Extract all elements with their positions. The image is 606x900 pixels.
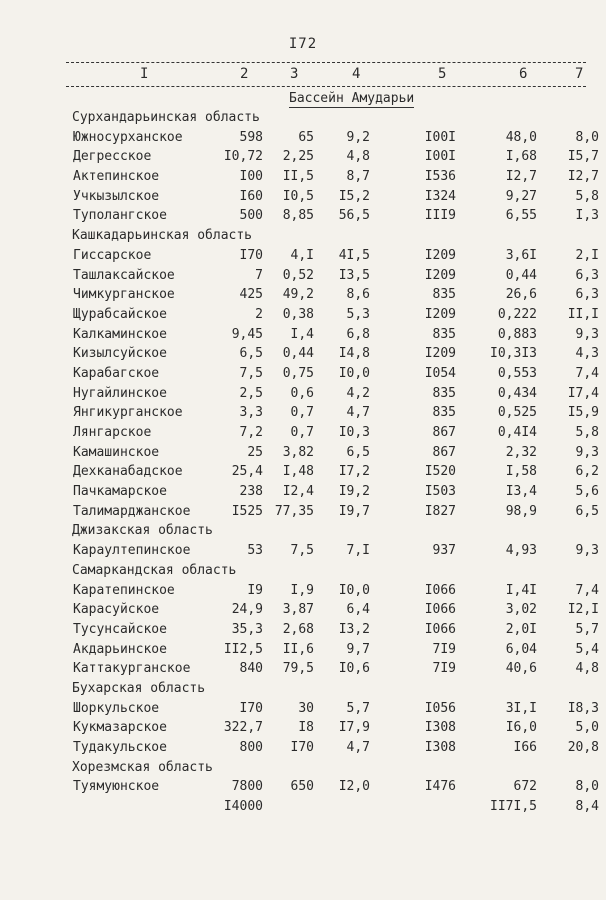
value-col-2: 25	[247, 444, 263, 460]
value-col-2: I70	[239, 700, 263, 716]
value-col-6: 0,222	[497, 306, 537, 322]
value-col-5: I503	[424, 484, 456, 500]
table-row	[0, 502, 606, 522]
reservoir-name: Талимарджанское	[73, 503, 191, 519]
region-header-row	[0, 758, 606, 778]
value-col-4: I2,0	[338, 779, 370, 795]
value-col-7: 7,4	[575, 582, 599, 598]
table-row	[0, 659, 606, 679]
value-col-7: 9,3	[575, 543, 599, 559]
value-col-3: 0,6	[290, 385, 314, 401]
value-col-3: 65	[298, 129, 314, 145]
value-col-5: 7I9	[432, 641, 456, 657]
value-col-5: I066	[424, 602, 456, 618]
value-col-6: 0,44	[505, 267, 537, 283]
value-col-2: I0,72	[223, 149, 263, 165]
value-col-4: 4,2	[346, 385, 370, 401]
reservoir-name: Гиссарское	[73, 247, 152, 263]
reservoir-name: Калкаминское	[73, 326, 167, 342]
value-col-6: 26,6	[505, 287, 537, 303]
value-col-6: 672	[513, 779, 537, 795]
table-row	[0, 285, 606, 305]
value-col-5: I520	[424, 464, 456, 480]
region-header-row	[0, 679, 606, 699]
value-col-7: I,3	[575, 208, 599, 224]
value-col-6: I2,7	[505, 169, 537, 185]
col-header-7: 7	[575, 66, 585, 82]
value-col-5: I056	[424, 700, 456, 716]
value-col-6: 0,4I4	[497, 425, 537, 440]
value-col-5: I308	[424, 740, 456, 755]
region-header-row	[0, 521, 606, 541]
value-col-7: 6,2	[575, 464, 599, 480]
value-col-7: 5,6	[575, 484, 599, 500]
region-label: Самаркандская область	[72, 562, 237, 578]
value-col-2: I4000	[223, 799, 263, 815]
table-row	[0, 443, 606, 463]
value-col-7: 9,3	[575, 326, 599, 342]
value-col-7: 8,4	[575, 799, 599, 815]
value-col-3: I8	[298, 720, 314, 736]
value-col-6: 40,6	[505, 661, 537, 677]
value-col-6: I3,4	[505, 484, 537, 500]
reservoir-name: Янгикурганское	[73, 405, 183, 421]
value-col-4: 7,I	[346, 543, 370, 559]
reservoir-name: Пачкамарское	[73, 484, 167, 500]
value-col-7: I8,3	[567, 700, 599, 716]
table-row	[0, 640, 606, 660]
value-col-3: 2,25	[282, 149, 314, 165]
value-col-2: 2,5	[239, 385, 263, 401]
reservoir-name: Нугайлинское	[73, 385, 167, 401]
value-col-4: 4,8	[346, 149, 370, 165]
reservoir-name: Тудакульское	[73, 740, 167, 755]
value-col-4: 5,3	[346, 306, 370, 322]
value-col-5: 867	[432, 425, 456, 440]
value-col-7: 7,4	[575, 365, 599, 381]
value-col-2: 6,5	[239, 346, 263, 362]
value-col-6: 4,93	[505, 543, 537, 559]
table-row	[0, 246, 606, 266]
value-col-3: 7,5	[290, 543, 314, 559]
table-row	[0, 777, 606, 797]
value-col-7: 4,3	[575, 346, 599, 362]
value-col-3: 30	[298, 700, 314, 716]
value-col-6: I0,3I3	[490, 346, 537, 362]
reservoir-name: Актепинское	[73, 169, 160, 185]
value-col-6: 0,525	[497, 405, 537, 421]
value-col-3: 4,I	[290, 247, 314, 263]
page-number: I72	[288, 36, 318, 52]
region-header-row	[0, 226, 606, 246]
value-col-3: 0,7	[290, 425, 314, 440]
value-col-4: I7,2	[338, 464, 370, 480]
value-col-5: I00I	[424, 149, 456, 165]
value-col-7: 5,4	[575, 641, 599, 657]
value-col-4: 4,7	[346, 405, 370, 421]
reservoir-table	[0, 108, 606, 817]
value-col-6: 6,04	[505, 641, 537, 657]
value-col-3: 0,52	[282, 267, 314, 283]
region-label: Джизакская область	[72, 523, 213, 539]
value-col-2: 598	[239, 129, 263, 145]
reservoir-name: Акдарьинское	[73, 641, 167, 657]
table-row	[0, 305, 606, 325]
value-col-4: I0,0	[338, 582, 370, 598]
value-col-5: I066	[424, 621, 456, 637]
value-col-7: I5,7	[567, 149, 599, 165]
value-col-5: I209	[424, 247, 456, 263]
value-col-3: 2,68	[282, 621, 314, 637]
value-col-2: 2	[255, 306, 263, 322]
value-col-3: 0,44	[282, 346, 314, 362]
value-col-2: I70	[239, 247, 263, 263]
table-row	[0, 482, 606, 502]
value-col-3: 3,82	[282, 444, 314, 460]
region-label: Кашкадарьинская область	[72, 228, 253, 244]
value-col-6: 48,0	[505, 129, 537, 145]
reservoir-name: Туполангское	[73, 208, 167, 224]
value-col-2: 7,2	[239, 425, 263, 440]
value-col-4: 6,5	[346, 444, 370, 460]
col-header-4: 4	[352, 66, 362, 82]
value-col-3: I2,4	[282, 484, 314, 500]
value-col-6: 6,55	[505, 208, 537, 224]
value-col-7: 4,8	[575, 661, 599, 677]
value-col-2: I9	[247, 582, 263, 598]
value-col-7: 5,8	[575, 188, 599, 204]
value-col-6: 98,9	[505, 503, 537, 519]
value-col-7: 8,0	[575, 779, 599, 795]
reservoir-name: Каттакурганское	[73, 661, 191, 677]
reservoir-name: Шоркульское	[73, 700, 160, 716]
reservoir-name: Дехканабадское	[73, 464, 183, 480]
value-col-4: 56,5	[338, 208, 370, 224]
table-row	[0, 384, 606, 404]
value-col-2: 25,4	[231, 464, 263, 480]
table-row	[0, 738, 606, 758]
value-col-4: I3,2	[338, 621, 370, 637]
value-col-3: 650	[290, 779, 314, 795]
value-col-5: I066	[424, 582, 456, 598]
value-col-6: I6,0	[505, 720, 537, 736]
value-col-3: I70	[290, 740, 314, 755]
reservoir-name: Щурабсайское	[73, 306, 167, 322]
value-col-2: 7,5	[239, 365, 263, 381]
table-row	[0, 128, 606, 148]
value-col-3: 79,5	[282, 661, 314, 677]
region-label: Бухарская область	[72, 680, 206, 696]
value-col-3: I0,5	[282, 188, 314, 204]
value-col-7: 6,5	[575, 503, 599, 519]
reservoir-name: Каратепинское	[73, 582, 175, 598]
value-col-2: I00	[239, 169, 263, 185]
value-col-5: I209	[424, 267, 456, 283]
reservoir-name: Южносурханское	[73, 129, 183, 145]
table-row	[0, 699, 606, 719]
value-col-5: 867	[432, 444, 456, 460]
value-col-3: II,6	[282, 641, 314, 657]
table-row	[0, 620, 606, 640]
value-col-4: I9,7	[338, 503, 370, 519]
value-col-3: 77,35	[274, 503, 314, 519]
reservoir-name: Ташлаксайское	[73, 267, 175, 283]
value-col-6: I66	[513, 740, 537, 755]
table-row	[0, 167, 606, 187]
value-col-7: I2,7	[567, 169, 599, 185]
value-col-2: I525	[231, 503, 263, 519]
value-col-6: 2,0I	[505, 621, 537, 637]
value-col-3: I,9	[290, 582, 314, 598]
value-col-7: 9,3	[575, 444, 599, 460]
value-col-5: 835	[432, 405, 456, 421]
value-col-7: 8,0	[575, 129, 599, 145]
value-col-5: 7I9	[432, 661, 456, 677]
value-col-5: I209	[424, 346, 456, 362]
value-col-2: 3,3	[239, 405, 263, 421]
value-col-3: 0,75	[282, 365, 314, 381]
value-col-5: I209	[424, 306, 456, 322]
value-col-2: 9,45	[231, 326, 263, 342]
value-col-3: I,4	[290, 326, 314, 342]
value-col-7: 5,7	[575, 621, 599, 637]
value-col-7: 20,8	[567, 740, 599, 755]
value-col-7: 6,3	[575, 267, 599, 283]
table-row	[0, 423, 606, 443]
value-col-6: II7I,5	[490, 799, 537, 815]
value-col-6: 0,434	[497, 385, 537, 401]
value-col-5: I536	[424, 169, 456, 185]
table-row	[0, 325, 606, 345]
value-col-4: 9,7	[346, 641, 370, 657]
value-col-5: 937	[432, 543, 456, 559]
value-col-5: 835	[432, 287, 456, 303]
value-col-7: I2,I	[567, 602, 599, 618]
value-col-6: I,68	[505, 149, 537, 165]
value-col-4: 4I,5	[338, 247, 370, 263]
table-row	[0, 266, 606, 286]
table-row	[0, 403, 606, 423]
value-col-2: 238	[239, 484, 263, 500]
value-col-2: 35,3	[231, 621, 263, 637]
table-row	[0, 718, 606, 738]
value-col-2: II2,5	[223, 641, 263, 657]
value-col-7: I7,4	[567, 385, 599, 401]
value-col-6: 0,883	[497, 326, 537, 342]
col-header-6: 6	[519, 66, 529, 82]
reservoir-name: Тусунсайское	[73, 621, 167, 637]
value-col-4: I7,9	[338, 720, 370, 736]
value-col-4: 8,7	[346, 169, 370, 185]
value-col-4: 6,4	[346, 602, 370, 618]
value-col-4: I3,5	[338, 267, 370, 283]
value-col-2: 800	[239, 740, 263, 755]
value-col-7: 6,3	[575, 287, 599, 303]
basin-title: Бассейн Амударьи	[289, 91, 415, 106]
table-row	[0, 797, 606, 817]
col-header-1: I	[140, 66, 150, 82]
value-col-6: 3,02	[505, 602, 537, 618]
value-col-3: 8,85	[282, 208, 314, 224]
reservoir-name: Туямуюнское	[73, 779, 160, 795]
value-col-6: I,58	[505, 464, 537, 480]
table-row	[0, 581, 606, 601]
reservoir-name: Учкызылское	[73, 188, 160, 204]
value-col-4: 8,6	[346, 287, 370, 303]
value-col-2: 322,7	[223, 720, 263, 736]
reservoir-name: Камашинское	[73, 444, 160, 460]
value-col-6: 2,32	[505, 444, 537, 460]
reservoir-name: Кукмазарское	[73, 720, 167, 736]
value-col-6: 0,553	[497, 365, 537, 381]
value-col-5: I324	[424, 188, 456, 204]
reservoir-name: Чимкурганское	[73, 287, 175, 303]
reservoir-name: Карасуйское	[73, 602, 160, 618]
value-col-7: 2,I	[575, 247, 599, 263]
table-row	[0, 462, 606, 482]
value-col-6: 3,6I	[505, 247, 537, 263]
value-col-6: 9,27	[505, 188, 537, 204]
value-col-2: 425	[239, 287, 263, 303]
value-col-2: 840	[239, 661, 263, 677]
value-col-2: I60	[239, 188, 263, 204]
value-col-4: I0,3	[338, 425, 370, 440]
value-col-2: 7	[255, 267, 263, 283]
value-col-2: 500	[239, 208, 263, 224]
value-col-4: I5,2	[338, 188, 370, 204]
reservoir-name: Караултепинское	[73, 543, 191, 559]
value-col-7: I5,9	[567, 405, 599, 421]
value-col-3: 0,7	[290, 405, 314, 421]
region-header-row	[0, 108, 606, 128]
value-col-4: 6,8	[346, 326, 370, 342]
table-row	[0, 206, 606, 226]
col-header-3: 3	[290, 66, 300, 82]
value-col-4: 9,2	[346, 129, 370, 145]
value-col-4: I0,6	[338, 661, 370, 677]
value-col-5: III9	[424, 208, 456, 224]
value-col-4: 5,7	[346, 700, 370, 716]
table-row	[0, 541, 606, 561]
col-header-2: 2	[240, 66, 250, 82]
value-col-7: 5,8	[575, 425, 599, 440]
table-row	[0, 600, 606, 620]
value-col-5: 835	[432, 326, 456, 342]
value-col-4: I0,0	[338, 365, 370, 381]
value-col-3: II,5	[282, 169, 314, 185]
value-col-5: 835	[432, 385, 456, 401]
value-col-3: 3,87	[282, 602, 314, 618]
region-header-row	[0, 561, 606, 581]
table-row	[0, 344, 606, 364]
value-col-5: I308	[424, 720, 456, 736]
reservoir-name: Дегресское	[73, 149, 152, 165]
header-rule-bottom	[66, 86, 586, 87]
table-row	[0, 364, 606, 384]
value-col-4: I9,2	[338, 484, 370, 500]
header-rule-top	[66, 62, 586, 63]
value-col-4: 4,7	[346, 740, 370, 755]
col-header-5: 5	[438, 66, 448, 82]
value-col-5: I054	[424, 365, 456, 381]
value-col-5: I827	[424, 503, 456, 519]
region-label: Сурхандарьинская область	[72, 110, 260, 125]
value-col-6: 3I,I	[505, 700, 537, 716]
value-col-7: II,I	[567, 306, 599, 322]
value-col-7: 5,0	[575, 720, 599, 736]
value-col-3: 0,38	[282, 306, 314, 322]
value-col-2: 53	[247, 543, 263, 559]
value-col-2: 24,9	[231, 602, 263, 618]
value-col-5: I476	[424, 779, 456, 795]
reservoir-name: Карабагское	[73, 365, 160, 381]
table-row	[0, 187, 606, 207]
value-col-6: I,4I	[505, 582, 537, 598]
value-col-4: I4,8	[338, 346, 370, 362]
value-col-2: 7800	[231, 779, 263, 795]
value-col-5: I00I	[424, 129, 456, 145]
reservoir-name: Лянгарское	[73, 425, 152, 440]
reservoir-name: Кизылсуйское	[73, 346, 167, 362]
value-col-3: 49,2	[282, 287, 314, 303]
value-col-3: I,48	[282, 464, 314, 480]
table-row	[0, 147, 606, 167]
region-label: Хорезмская область	[72, 759, 213, 775]
